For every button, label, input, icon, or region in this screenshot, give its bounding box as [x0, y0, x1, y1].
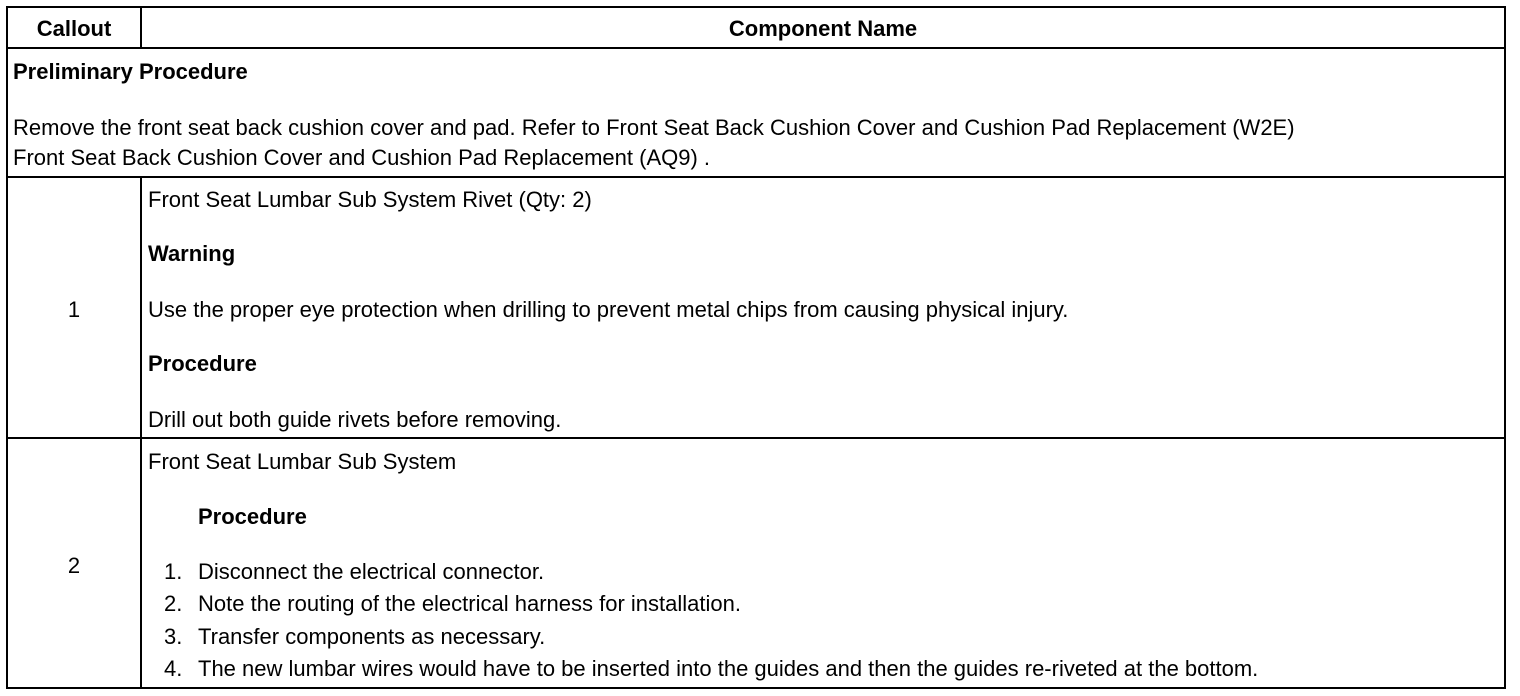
step-text: The new lumbar wires would have to be inserted into the guides and then the guides re-riveted at the bottom. — [198, 656, 1259, 681]
row1-component: Front Seat Lumbar Sub System Rivet (Qty: 2) — [148, 187, 592, 212]
row1-warning-heading: Warning — [148, 241, 236, 266]
step-text: Transfer components as necessary. — [198, 624, 546, 649]
step-number: 4. — [164, 656, 183, 681]
preliminary-line-1: Remove the front seat back cushion cover and pad. Refer to Front Seat Back Cushion Cover and Cushion Pad Replacement (W2E) — [13, 115, 1295, 140]
row1-callout: 1 — [67, 297, 81, 322]
header-divider — [8, 47, 1504, 49]
row1-warning-text: Use the proper eye protection when drilling to prevent metal chips from causing physical injury. — [148, 297, 1069, 322]
preliminary-line-2: Front Seat Back Cushion Cover and Cushion Pad Replacement (AQ9) . — [13, 145, 711, 170]
row1-procedure-heading: Procedure — [148, 351, 257, 376]
step-text: Note the routing of the electrical harness for installation. — [198, 591, 741, 616]
row1-procedure-text: Drill out both guide rivets before removing. — [148, 407, 562, 432]
step-number: 3. — [164, 624, 183, 649]
preliminary-title: Preliminary Procedure — [13, 59, 248, 84]
row2-component: Front Seat Lumbar Sub System — [148, 449, 457, 474]
step-number: 2. — [164, 591, 183, 616]
component-table — [6, 6, 1506, 689]
row1-divider — [8, 437, 1504, 439]
row2-procedure-heading: Procedure — [198, 504, 307, 529]
header-callout: Callout — [36, 16, 112, 41]
step-text: Disconnect the electrical connector. — [198, 559, 545, 584]
row2-callout: 2 — [67, 553, 81, 578]
header-component-name: Component Name — [728, 16, 918, 41]
step-number: 1. — [164, 559, 183, 584]
body-column-divider — [140, 177, 142, 687]
preliminary-divider — [8, 176, 1504, 178]
